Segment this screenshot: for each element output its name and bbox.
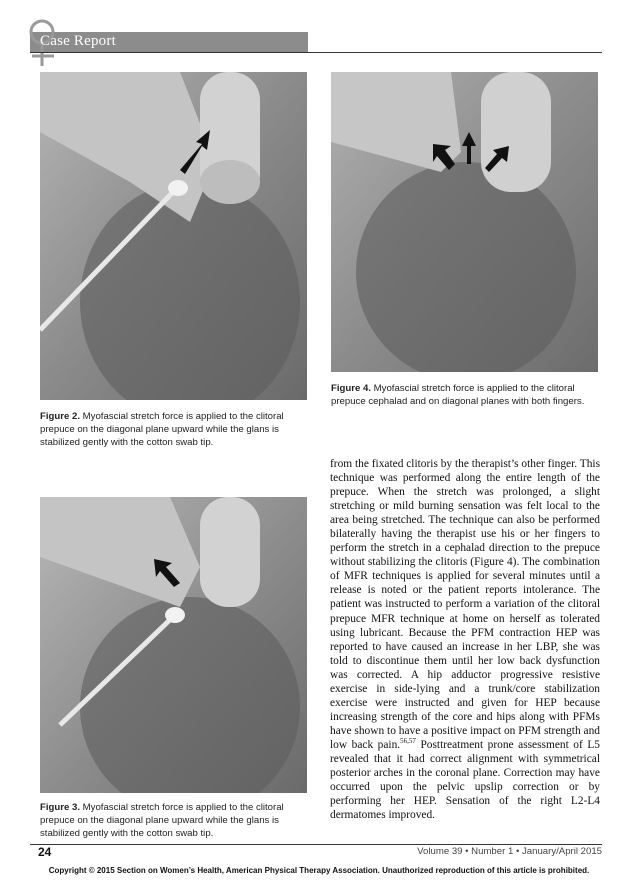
figure-4-caption xyxy=(331,382,599,408)
figure-3-caption xyxy=(40,801,308,840)
footer-rule xyxy=(30,844,602,845)
body-text-2: Posttreatment prone assessment of L5 revealed that it had correct alignment with symmetrical posterior arches in the coronal plane. Correction may have occurred upon the pelvic upslip correction or by performing her HEP. Sensation of the right L2-L4 dermatomes improved. xyxy=(330,738,600,822)
copyright-notice: Copyright © 2015 Section on Women’s Health, American Physical Therapy Association. Unauthorized reproduction of this article is prohibited. xyxy=(48,866,590,875)
figure-3-photo xyxy=(40,497,307,793)
figure-4-label: Figure 4. xyxy=(331,383,371,394)
body-text-1: from the fixated clitoris by the therapist’s other finger. This technique was performed along the entire length of the prepuce. When the stretch was prolonged, a slight stretching or mild burning sensation was felt local to the area being stretched. The technique can also be performed bilaterally having the therapist use his or her fingers to perform the stretch in a cephalad direction to the prepuce without stabilizing the clitoris (Figure 4). The combination of MFR techniques is applied for several minutes until a release is noted or the patient reports intolerance. The patient was instructed to perform a variation of the clitoral prepuce MFR technique at home on herself as tolerated using lubricant. Because the PFM contraction HEP was reported to have caused an increase in her LBP, she was told to discontinue them until her low back dysfunction was corrected. A hip adductor progressive resistive exercise in side-lying and a trunk/core stabilization exercise were instructed and given for HEP because increasing strength of the core and hips along with PFMs have shown to have a positive impact on PFM strength and low back pain. xyxy=(330,458,600,751)
figure-4-caption-text: Myofascial stretch force is applied to the clitoral prepuce cephalad and on diagonal planes with both fingers. xyxy=(331,383,585,407)
reference-superscript: 56,57 xyxy=(400,737,416,746)
figure-4-photo xyxy=(331,72,598,372)
figure-3-caption-text: Myofascial stretch force is applied to the clitoral prepuce on the diagonal plane upward while the glans is stabilized gently with the cotton swab tip. xyxy=(40,802,284,839)
page-number: 24 xyxy=(38,845,52,859)
body-paragraph xyxy=(330,457,600,822)
figure-2-photo xyxy=(40,72,307,400)
header-rule xyxy=(30,52,602,53)
figure-3-label: Figure 3. xyxy=(40,802,80,813)
figure-2-caption-text: Myofascial stretch force is applied to the clitoral prepuce on the diagonal plane upward while the glans is stabilized gently with the cotton swab tip. xyxy=(40,411,284,448)
figure-2-label: Figure 2. xyxy=(40,411,80,422)
issue-info: Volume 39 • Number 1 • January/April 2015 xyxy=(417,846,602,857)
figure-2-caption xyxy=(40,410,308,449)
section-title: Case Report xyxy=(40,33,116,49)
